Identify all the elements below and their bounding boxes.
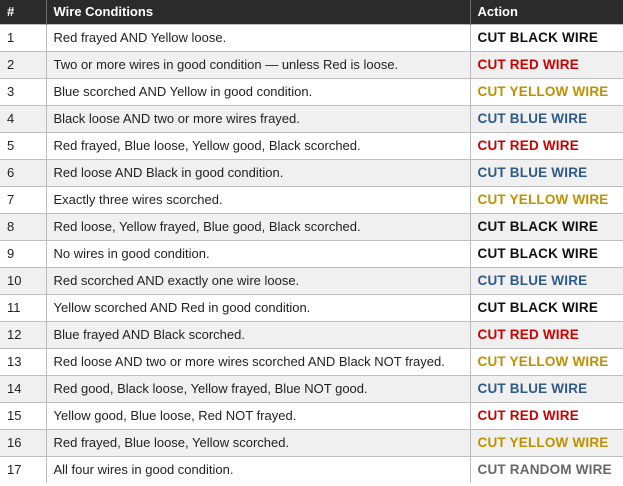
table-row — [0, 429, 623, 456]
wire-condition: Exactly three wires scorched. — [46, 186, 470, 213]
action-text: CUT RED WIRE — [470, 321, 623, 348]
action-text: CUT BLACK WIRE — [470, 240, 623, 267]
wire-condition: Red good, Black loose, Yellow frayed, Blue NOT good. — [46, 375, 470, 402]
action-text: CUT BLUE WIRE — [470, 159, 623, 186]
table-row — [0, 24, 623, 51]
table-row — [0, 267, 623, 294]
table-row — [0, 51, 623, 78]
row-number: 16 — [0, 429, 46, 456]
header-wire-conditions: Wire Conditions — [46, 0, 470, 24]
wire-condition: Red scorched AND exactly one wire loose. — [46, 267, 470, 294]
table-row — [0, 321, 623, 348]
wire-condition: Two or more wires in good condition — unless Red is loose. — [46, 51, 470, 78]
action-text: CUT YELLOW WIRE — [470, 186, 623, 213]
wire-condition: Yellow good, Blue loose, Red NOT frayed. — [46, 402, 470, 429]
wire-condition: Yellow scorched AND Red in good condition. — [46, 294, 470, 321]
wire-condition: Red frayed AND Yellow loose. — [46, 24, 470, 51]
table-row — [0, 78, 623, 105]
header-number: # — [0, 0, 46, 24]
row-number: 15 — [0, 402, 46, 429]
table-row — [0, 186, 623, 213]
row-number: 1 — [0, 24, 46, 51]
action-text: CUT BLACK WIRE — [470, 24, 623, 51]
wire-condition: Red loose, Yellow frayed, Blue good, Black scorched. — [46, 213, 470, 240]
wire-condition: No wires in good condition. — [46, 240, 470, 267]
row-number: 3 — [0, 78, 46, 105]
header-row — [0, 0, 623, 24]
wire-condition: Red loose AND Black in good condition. — [46, 159, 470, 186]
table-row — [0, 132, 623, 159]
row-number: 4 — [0, 105, 46, 132]
action-text: CUT RED WIRE — [470, 402, 623, 429]
action-text: CUT BLUE WIRE — [470, 267, 623, 294]
wire-condition: Red frayed, Blue loose, Yellow good, Black scorched. — [46, 132, 470, 159]
row-number: 5 — [0, 132, 46, 159]
table-row — [0, 159, 623, 186]
action-text: CUT YELLOW WIRE — [470, 348, 623, 375]
table-row — [0, 240, 623, 267]
action-text: CUT BLACK WIRE — [470, 213, 623, 240]
action-text: CUT RED WIRE — [470, 132, 623, 159]
row-number: 7 — [0, 186, 46, 213]
row-number: 9 — [0, 240, 46, 267]
wire-condition: All four wires in good condition. — [46, 456, 470, 483]
table-header — [0, 0, 623, 24]
table-row — [0, 348, 623, 375]
wire-condition: Blue frayed AND Black scorched. — [46, 321, 470, 348]
action-text: CUT BLUE WIRE — [470, 375, 623, 402]
table-row — [0, 105, 623, 132]
table-body — [0, 24, 623, 483]
wire-condition: Black loose AND two or more wires frayed. — [46, 105, 470, 132]
wire-condition: Blue scorched AND Yellow in good condition. — [46, 78, 470, 105]
action-text: CUT RANDOM WIRE — [470, 456, 623, 483]
row-number: 11 — [0, 294, 46, 321]
table-row — [0, 402, 623, 429]
wire-condition: Red frayed, Blue loose, Yellow scorched. — [46, 429, 470, 456]
action-text: CUT BLUE WIRE — [470, 105, 623, 132]
header-action: Action — [470, 0, 623, 24]
row-number: 12 — [0, 321, 46, 348]
row-number: 8 — [0, 213, 46, 240]
action-text: CUT YELLOW WIRE — [470, 78, 623, 105]
table-row — [0, 375, 623, 402]
table-row — [0, 213, 623, 240]
row-number: 2 — [0, 51, 46, 78]
table-row — [0, 294, 623, 321]
row-number: 10 — [0, 267, 46, 294]
action-text: CUT BLACK WIRE — [470, 294, 623, 321]
table-row — [0, 456, 623, 483]
action-text: CUT YELLOW WIRE — [470, 429, 623, 456]
row-number: 14 — [0, 375, 46, 402]
row-number: 17 — [0, 456, 46, 483]
row-number: 13 — [0, 348, 46, 375]
wire-condition: Red loose AND two or more wires scorched AND Black NOT frayed. — [46, 348, 470, 375]
action-text: CUT RED WIRE — [470, 51, 623, 78]
row-number: 6 — [0, 159, 46, 186]
